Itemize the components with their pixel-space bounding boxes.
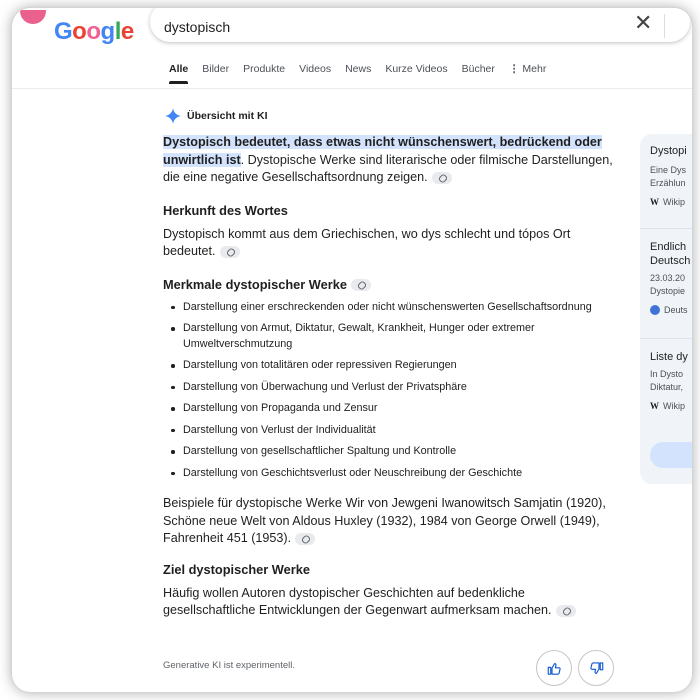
source-card-2[interactable]	[650, 240, 690, 316]
source-name: Wikip	[663, 401, 685, 411]
list-item: Darstellung von Propaganda und Zensur	[163, 401, 613, 417]
section-title-herkunft: Herkunft des Wortes	[163, 202, 288, 218]
show-all-sources-button[interactable]	[650, 442, 692, 468]
list-item: Darstellung einer erschreckenden oder nicht wünschenswerten Gesellschaftsordnung	[163, 300, 613, 316]
intro-paragraph	[163, 134, 613, 187]
examples-paragraph	[163, 495, 613, 548]
tab-mehr-label: Mehr	[522, 63, 547, 75]
link-icon[interactable]	[351, 279, 371, 291]
link-icon[interactable]	[295, 533, 315, 545]
source-card-title: Deutsch	[650, 255, 691, 267]
examples-text: Beispiele für dystopische Werke Wir von Jewgeni Iwanowitsch Samjatin (1920), Schöne neue Welt von Aldous Huxley (1932), 1984 von George Orwell (1949), Fahrenheit 451 (1953).	[163, 496, 606, 545]
list-item: Darstellung von Geschichtsverlust oder Neuschreibung der Geschichte	[163, 466, 613, 482]
search-box[interactable]	[150, 8, 690, 42]
list-item: Darstellung von Armut, Diktatur, Gewalt, Krankheit, Hunger oder extremer Umweltverschmutzung	[163, 321, 613, 352]
ai-overview-header	[165, 108, 268, 124]
ai-overview-title: Übersicht mit KI	[187, 110, 268, 122]
herkunft-paragraph	[163, 226, 613, 261]
sparkle-icon	[165, 108, 181, 124]
thumbs-up-icon	[547, 661, 562, 676]
source-card-title: Liste dy	[650, 351, 688, 363]
tab-news[interactable]: News	[345, 63, 372, 75]
link-icon[interactable]	[432, 172, 452, 184]
tab-kurze-videos[interactable]: Kurze Videos	[385, 63, 448, 75]
doodle-decoration	[20, 10, 46, 24]
search-tabs	[162, 63, 553, 84]
merkmale-title-text: Merkmale dystopischer Werke	[163, 276, 347, 292]
tab-mehr[interactable]	[502, 63, 553, 84]
link-icon[interactable]	[556, 605, 576, 617]
source-card-source	[650, 400, 688, 412]
panel-divider	[640, 338, 692, 339]
source-name: Deuts	[664, 305, 688, 315]
source-card-source	[650, 304, 690, 316]
sources-panel	[640, 134, 692, 484]
list-item: Darstellung von totalitären oder repressiven Regierungen	[163, 358, 613, 374]
source-card-line: Erzählun	[650, 178, 686, 188]
intro-highlight[interactable]: Dystopisch bedeutet, dass etwas nicht wünschenswert, bedrückend oder unwirtlich ist	[163, 135, 602, 167]
list-item: Darstellung von Verlust der Individualität	[163, 423, 613, 439]
link-icon[interactable]	[220, 246, 240, 258]
source-card-3[interactable]	[650, 350, 688, 412]
search-input[interactable]	[164, 16, 604, 38]
source-card-line: Dystopie	[650, 286, 686, 296]
source-card-line: Eine Dys	[650, 165, 687, 175]
tab-produkte[interactable]: Produkte	[243, 63, 286, 75]
source-card-title: Dystopi	[650, 145, 687, 157]
intro-rest: . Dystopische Werke sind literarische oder filmische Darstellungen, die eine negative Gesellschaftsordnung zeigen.	[163, 152, 613, 184]
experimental-note: Generative KI ist experimentell.	[163, 660, 296, 671]
more-vert-icon: ⋮	[508, 63, 520, 75]
thumbs-down-button[interactable]	[578, 650, 614, 686]
ai-overview-content	[163, 134, 613, 620]
tabs-divider	[12, 88, 692, 89]
list-item: Darstellung von Überwachung und Verlust der Privatsphäre	[163, 380, 613, 396]
thumbs-down-icon	[589, 661, 604, 676]
source-card-source	[650, 196, 687, 208]
herkunft-text: Dystopisch kommt aus dem Griechischen, wo dys schlecht und tópos Ort bedeutet.	[163, 226, 571, 258]
source-favicon-icon	[650, 305, 660, 315]
section-title-ziel: Ziel dystopischer Werke	[163, 561, 310, 577]
features-list	[163, 300, 613, 482]
wikipedia-icon: W	[650, 401, 659, 411]
ziel-paragraph	[163, 585, 613, 620]
list-item: Darstellung von gesellschaftlicher Spaltung und Kontrolle	[163, 444, 613, 460]
tab-videos[interactable]: Videos	[299, 63, 332, 75]
wikipedia-icon: W	[650, 197, 659, 207]
section-title-merkmale	[163, 277, 613, 292]
source-card-line: In Dysto	[650, 369, 684, 379]
google-logo[interactable]: Google	[54, 18, 134, 45]
ziel-text: Häufig wollen Autoren dystopischer Geschichten auf bedenkliche gesellschaftliche Entwicklungen der Gegenwart aufmerksam machen.	[163, 585, 552, 617]
panel-divider	[640, 228, 692, 229]
tab-buecher[interactable]: Bücher	[461, 63, 495, 75]
source-card-title: Endlich	[650, 241, 687, 253]
thumbs-up-button[interactable]	[536, 650, 572, 686]
close-icon[interactable]: ✕	[634, 10, 653, 35]
source-card-date: 23.03.20	[650, 273, 686, 283]
source-card-line: Diktatur,	[650, 382, 684, 392]
browser-frame	[12, 8, 692, 692]
source-name: Wikip	[663, 197, 685, 207]
tab-bilder[interactable]: Bilder	[202, 63, 230, 75]
search-divider	[664, 14, 665, 38]
source-card-1[interactable]	[650, 144, 687, 208]
tab-alle[interactable]: Alle	[162, 63, 195, 84]
